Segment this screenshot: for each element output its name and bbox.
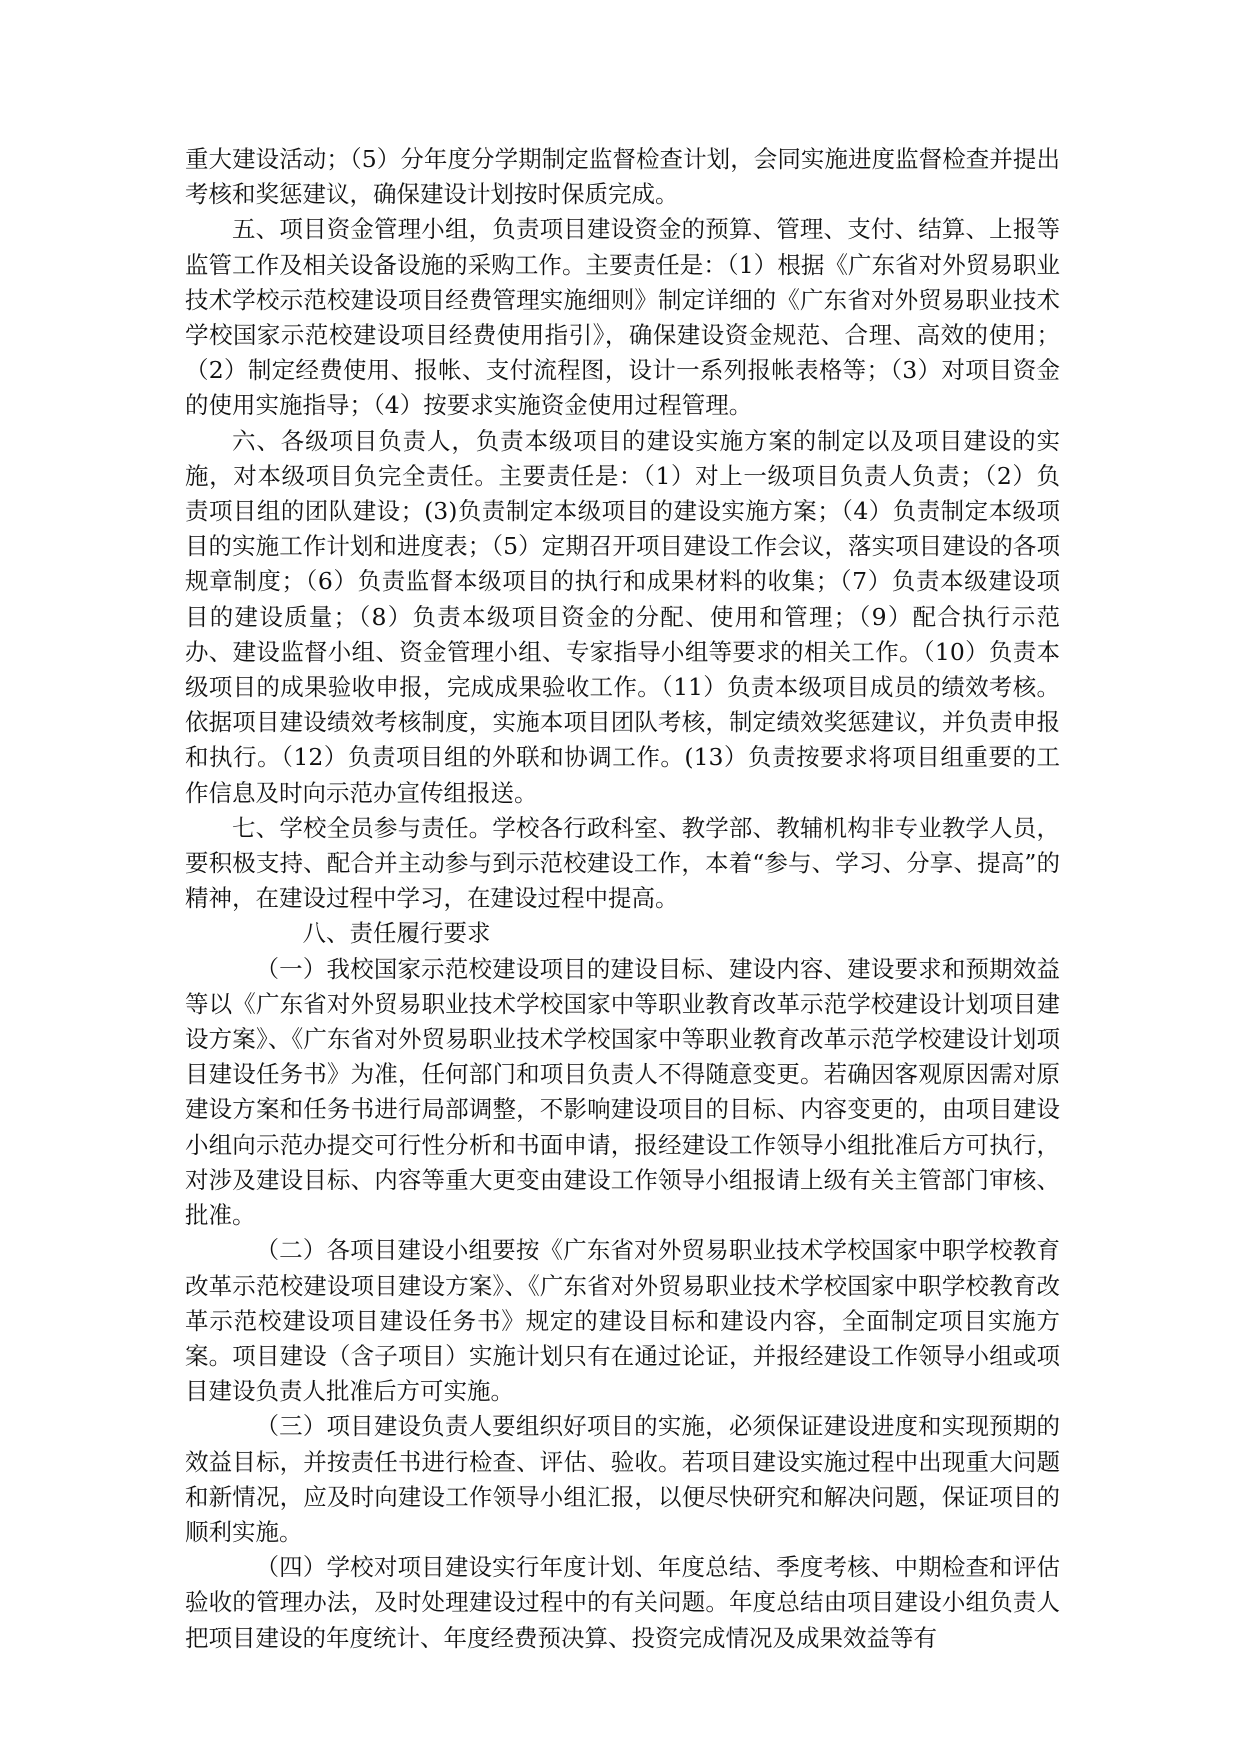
paragraph-section-seven: 七、学校全员参与责任。学校各行政科室、教学部、教辅机构非专业教学人员，要积极支持、配合并主动参与到示范校建设工作，本着“参与、学习、分享、提高”的精神，在建设过程中学习，在建设过程中提高。 [185,813,1060,913]
paragraph-section-six: 六、各级项目负责人，负责本级项目的建设实施方案的制定以及项目建设的实施，对本级项目负完全责任。主要责任是：（1）对上一级项目负责人负责；（2）负责项目组的团队建设；(3)负责制定本级项目的建设实施方案；（4）负责制定本级项目的实施工作计划和进度表；（5）定期召开项目建设工作会议，落实项目建设的各项规章制度；（6）负责监督本级项目的执行和成果材料的收集；（7）负责本级建设项目的建设质量；（8）负责本级项目资金的分配、使用和管理；（9）配合执行示范办、建设监督小组、资金管理小组、专家指导小组等要求的相关工作。（10）负责本级项目的成果验收申报，完成成果验收工作。（11）负责本级项目成员的绩效考核。依据项目建设绩效考核制度，实施本项目团队考核，制定绩效奖惩建议，并负责申报和执行。（12）负责项目组的外联和协调工作。(13）负责按要求将项目组重要的工作信息及时向示范办宣传组报送。 [185,426,1060,807]
requirement-item-4: （四）学校对项目建设实行年度计划、年度总结、季度考核、中期检查和评估验收的管理办法，及时处理建设过程中的有关问题。年度总结由项目建设小组负责人把项目建设的年度统计、年度经费预决算、投资完成情况及成果效益等有 [185,1553,1060,1652]
section-heading: 八、责任履行要求 [302,919,491,948]
paragraph-continuation: 重大建设活动；（5）分年度分学期制定监督检查计划，会同实施进度监督检查并提出考核和奖惩建议，确保建设计划按时保质完成。 [185,145,1060,209]
requirement-item-2: （二）各项目建设小组要按《广东省对外贸易职业技术学校国家中职学校教育改革示范校建设项目建设方案》、《广东省对外贸易职业技术学校国家中职学校教育改革示范校建设项目建设任务书》规定的建设目标和建设内容，全面制定项目实施方案。项目建设（含子项目）实施计划只有在通过论证，并报经建设工作领导小组或项目建设负责人批准后方可实施。 [185,1236,1060,1406]
document-body [185,142,1060,1656]
requirement-item-3: （三）项目建设负责人要组织好项目的实施，必须保证建设进度和实现预期的效益目标，并按责任书进行检查、评估、验收。若项目建设实施过程中出现重大问题和新情况，应及时向建设工作领导小组汇报，以便尽快研究和解决问题，保证项目的顺利实施。 [185,1412,1060,1546]
paragraph-section-five: 五、项目资金管理小组，负责项目建设资金的预算、管理、支付、结算、上报等监管工作及相关设备设施的采购工作。主要责任是：（1）根据《广东省对外贸易职业技术学校示范校建设项目经费管理实施细则》制定详细的《广东省对外贸易职业技术学校国家示范校建设项目经费使用指引》，确保建设资金规范、合理、高效的使用；（2）制定经费使用、报帐、支付流程图，设计一系列报帐表格等；（3）对项目资金的使用实施指导；（4）按要求实施资金使用过程管理。 [185,215,1060,420]
requirement-item-1: （一）我校国家示范校建设项目的建设目标、建设内容、建设要求和预期效益等以《广东省对外贸易职业技术学校国家中等职业教育改革示范学校建设计划项目建设方案》、《广东省对外贸易职业技术学校国家中等职业教育改革示范学校建设计划项目建设任务书》为准，任何部门和项目负责人不得随意变更。若确因客观原因需对原建设方案和任务书进行局部调整，不影响建设项目的目标、内容变更的，由项目建设小组向示范办提交可行性分析和书面申请，报经建设工作领导小组批准后方可执行，对涉及建设目标、内容等重大更变由建设工作领导小组报请上级有关主管部门审核、批准。 [185,954,1060,1230]
